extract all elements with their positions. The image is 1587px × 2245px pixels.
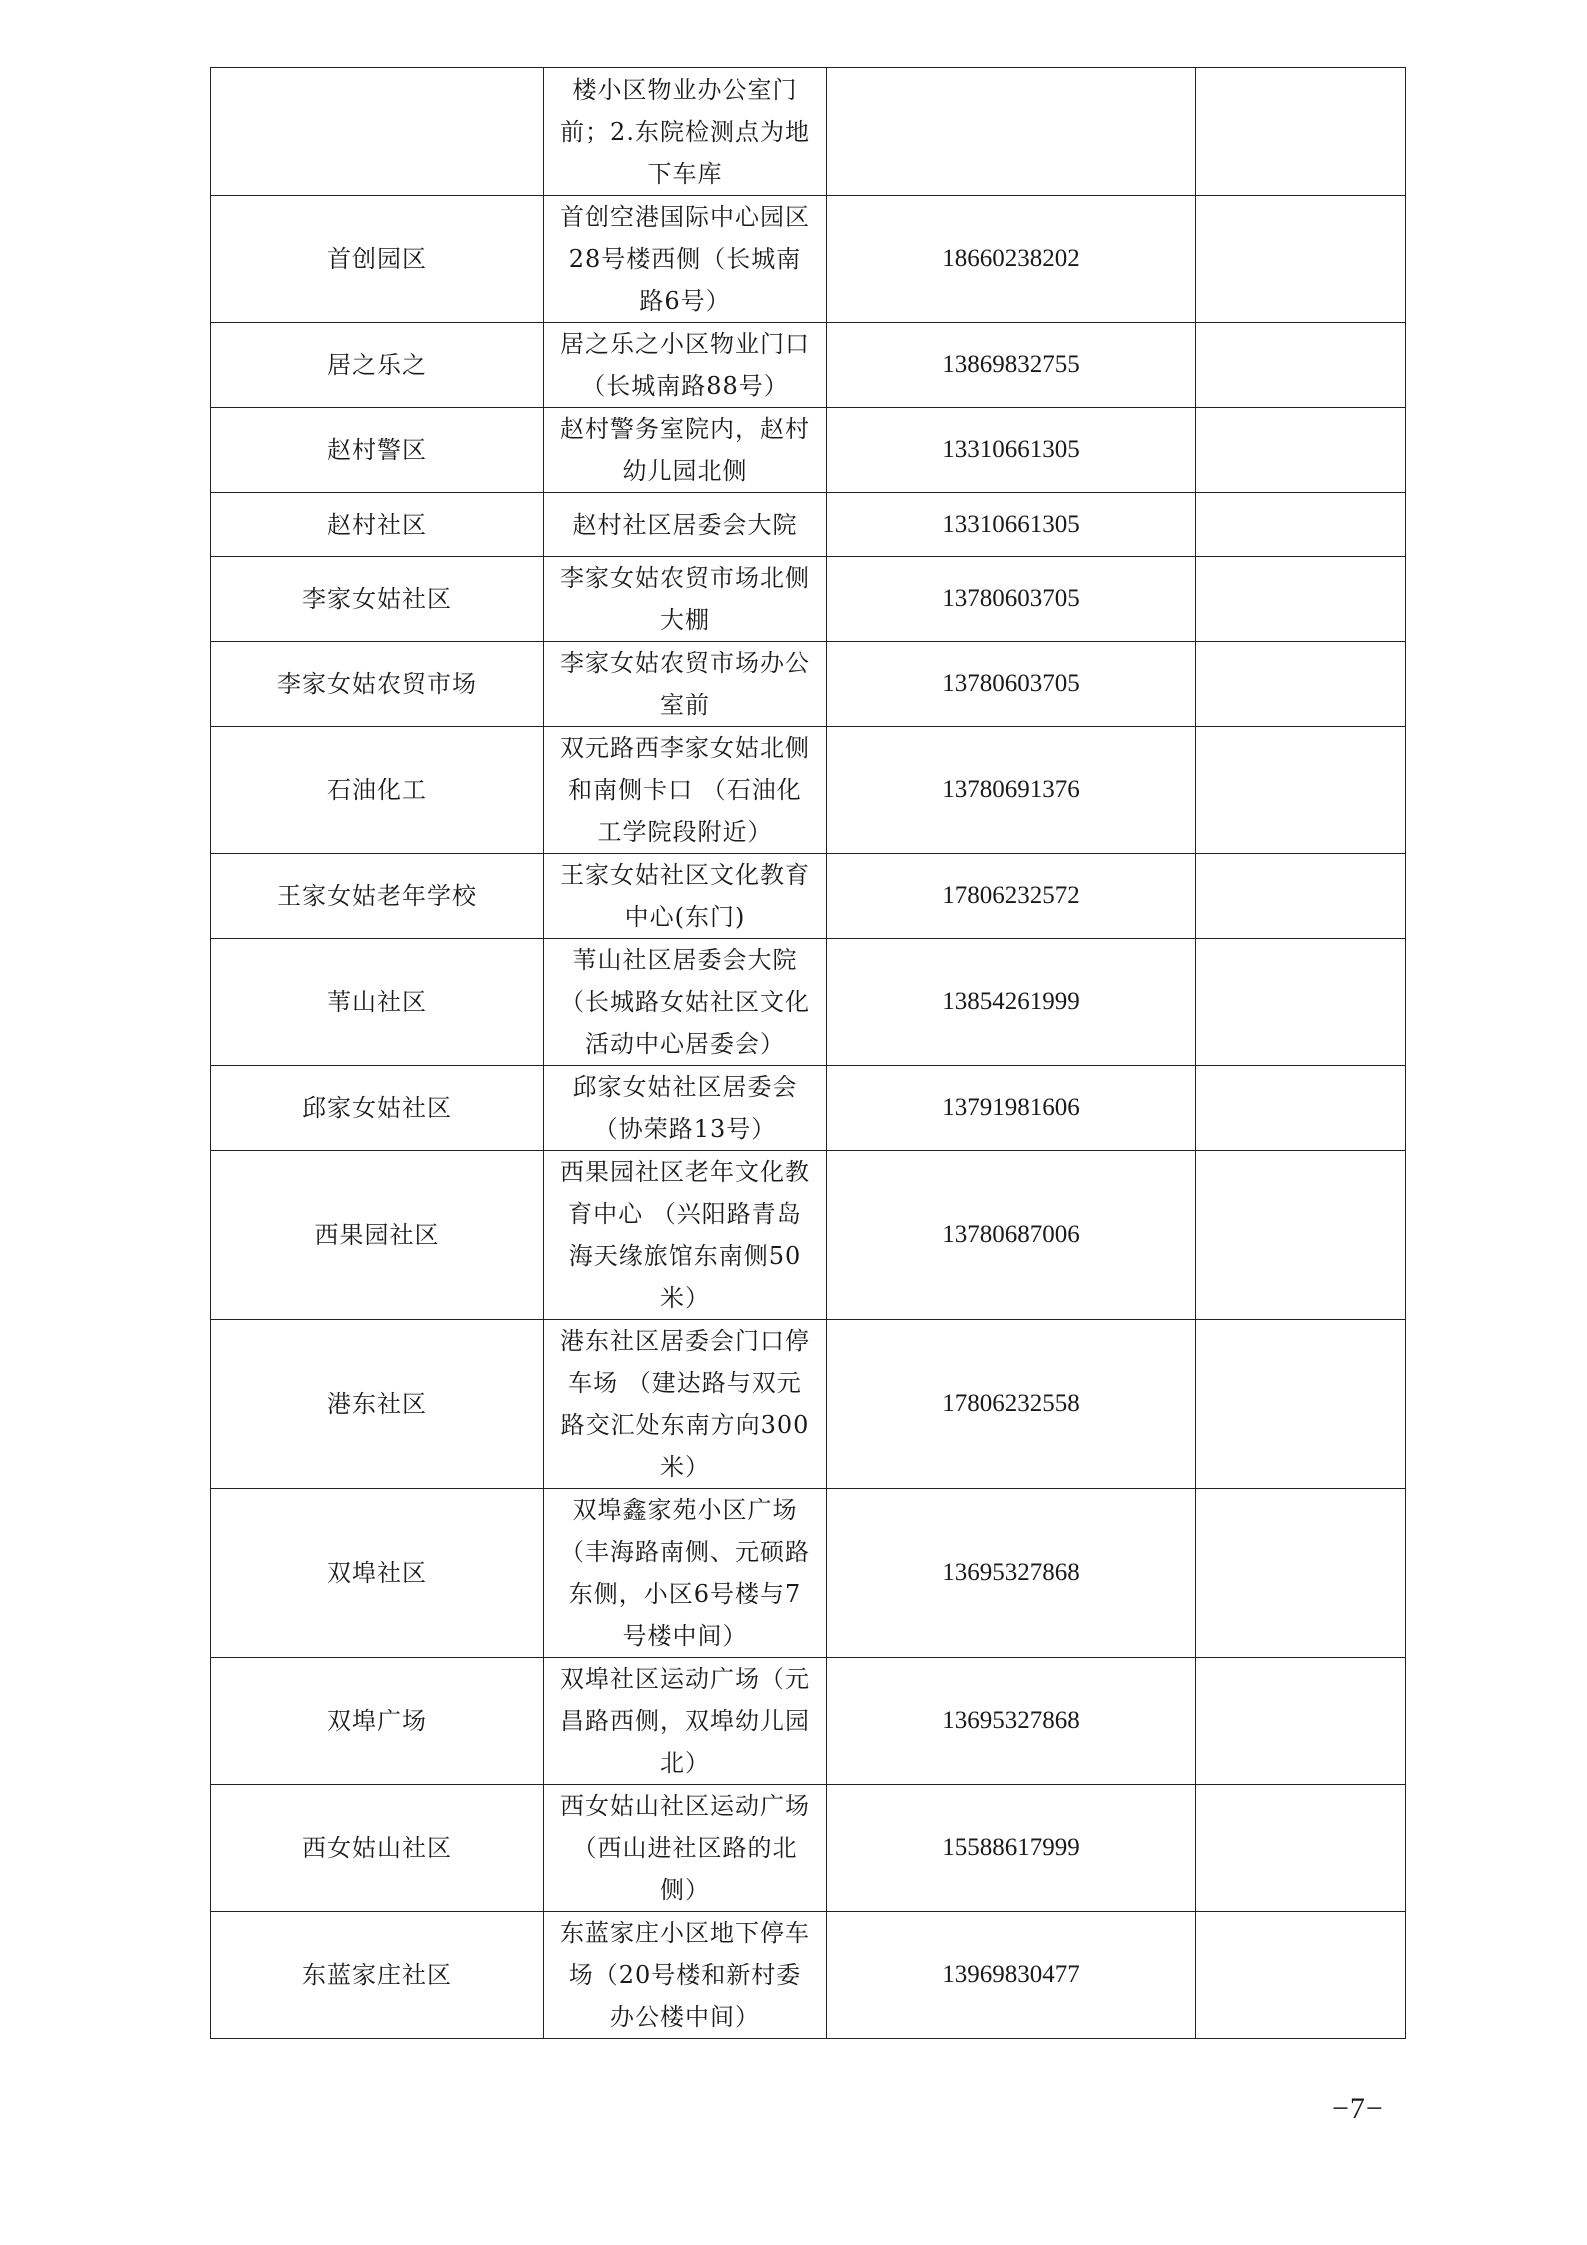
site-name-cell: 李家女姑农贸市场 — [211, 642, 544, 727]
site-name-cell: 赵村警区 — [211, 408, 544, 493]
site-phone-cell: 17806232558 — [827, 1320, 1196, 1489]
site-name-cell — [211, 68, 544, 196]
site-address-cell: 港东社区居委会门口停车场 （建达路与双元路交汇处东南方向300米） — [544, 1320, 827, 1489]
testing-site-table — [210, 67, 1406, 2039]
site-phone-cell: 13780603705 — [827, 642, 1196, 727]
site-note-cell — [1196, 1658, 1406, 1785]
site-note-cell — [1196, 196, 1406, 323]
table-row — [211, 939, 1406, 1066]
site-address-cell: 王家女姑社区文化教育中心(东门) — [544, 854, 827, 939]
site-phone-cell: 13969830477 — [827, 1912, 1196, 2039]
site-phone-cell: 13695327868 — [827, 1489, 1196, 1658]
table-row — [211, 557, 1406, 642]
site-name-cell: 苇山社区 — [211, 939, 544, 1066]
table-row — [211, 1489, 1406, 1658]
site-address-cell: 李家女姑农贸市场北侧大棚 — [544, 557, 827, 642]
site-note-cell — [1196, 854, 1406, 939]
site-address-cell: 首创空港国际中心园区28号楼西侧（长城南路6号） — [544, 196, 827, 323]
site-note-cell — [1196, 1151, 1406, 1320]
site-note-cell — [1196, 727, 1406, 854]
table-row — [211, 1151, 1406, 1320]
page-number: −7− — [1332, 2092, 1384, 2125]
table-row — [211, 196, 1406, 323]
site-name-cell: 邱家女姑社区 — [211, 1066, 544, 1151]
site-address-cell: 赵村警务室院内，赵村幼儿园北侧 — [544, 408, 827, 493]
site-note-cell — [1196, 1912, 1406, 2039]
site-note-cell — [1196, 68, 1406, 196]
table-row — [211, 1066, 1406, 1151]
table-row — [211, 68, 1406, 196]
site-address-cell: 双埠社区运动广场（元昌路西侧，双埠幼儿园北） — [544, 1658, 827, 1785]
site-address-cell: 赵村社区居委会大院 — [544, 493, 827, 557]
site-phone-cell: 13854261999 — [827, 939, 1196, 1066]
table-row — [211, 1912, 1406, 2039]
site-name-cell: 赵村社区 — [211, 493, 544, 557]
site-note-cell — [1196, 557, 1406, 642]
site-name-cell: 王家女姑老年学校 — [211, 854, 544, 939]
site-phone-cell: 13310661305 — [827, 408, 1196, 493]
table-row — [211, 642, 1406, 727]
site-note-cell — [1196, 1066, 1406, 1151]
site-note-cell — [1196, 1320, 1406, 1489]
site-note-cell — [1196, 493, 1406, 557]
site-phone-cell: 13780687006 — [827, 1151, 1196, 1320]
site-name-cell: 双埠社区 — [211, 1489, 544, 1658]
site-address-cell: 楼小区物业办公室门前；2.东院检测点为地下车库 — [544, 68, 827, 196]
site-name-cell: 双埠广场 — [211, 1658, 544, 1785]
site-phone-cell: 13695327868 — [827, 1658, 1196, 1785]
site-phone-cell: 13780603705 — [827, 557, 1196, 642]
site-name-cell: 港东社区 — [211, 1320, 544, 1489]
site-name-cell: 西女姑山社区 — [211, 1785, 544, 1912]
site-address-cell: 李家女姑农贸市场办公室前 — [544, 642, 827, 727]
table-row — [211, 1320, 1406, 1489]
site-phone-cell: 15588617999 — [827, 1785, 1196, 1912]
site-note-cell — [1196, 408, 1406, 493]
site-name-cell: 西果园社区 — [211, 1151, 544, 1320]
site-address-cell: 邱家女姑社区居委会（协荣路13号） — [544, 1066, 827, 1151]
site-address-cell: 双元路西李家女姑北侧和南侧卡口 （石油化工学院段附近） — [544, 727, 827, 854]
site-phone-cell — [827, 68, 1196, 196]
site-phone-cell: 18660238202 — [827, 196, 1196, 323]
site-address-cell: 苇山社区居委会大院（长城路女姑社区文化活动中心居委会） — [544, 939, 827, 1066]
site-note-cell — [1196, 939, 1406, 1066]
site-name-cell: 石油化工 — [211, 727, 544, 854]
site-phone-cell: 13869832755 — [827, 323, 1196, 408]
table-row — [211, 323, 1406, 408]
site-note-cell — [1196, 323, 1406, 408]
table-row — [211, 408, 1406, 493]
site-address-cell: 东蓝家庄小区地下停车场（20号楼和新村委办公楼中间） — [544, 1912, 827, 2039]
site-name-cell: 居之乐之 — [211, 323, 544, 408]
site-address-cell: 双埠鑫家苑小区广场（丰海路南侧、元硕路东侧，小区6号楼与7号楼中间） — [544, 1489, 827, 1658]
site-name-cell: 首创园区 — [211, 196, 544, 323]
site-name-cell: 李家女姑社区 — [211, 557, 544, 642]
table-row — [211, 727, 1406, 854]
site-address-cell: 居之乐之小区物业门口（长城南路88号） — [544, 323, 827, 408]
site-note-cell — [1196, 642, 1406, 727]
table-row — [211, 1785, 1406, 1912]
table-row — [211, 493, 1406, 557]
site-phone-cell: 13310661305 — [827, 493, 1196, 557]
table-body — [211, 68, 1406, 2039]
site-note-cell — [1196, 1489, 1406, 1658]
site-phone-cell: 17806232572 — [827, 854, 1196, 939]
site-name-cell: 东蓝家庄社区 — [211, 1912, 544, 2039]
site-phone-cell: 13791981606 — [827, 1066, 1196, 1151]
site-note-cell — [1196, 1785, 1406, 1912]
site-address-cell: 西女姑山社区运动广场（西山进社区路的北侧） — [544, 1785, 827, 1912]
table-row — [211, 1658, 1406, 1785]
table-row — [211, 854, 1406, 939]
site-address-cell: 西果园社区老年文化教育中心 （兴阳路青岛海天缘旅馆东南侧50米） — [544, 1151, 827, 1320]
site-phone-cell: 13780691376 — [827, 727, 1196, 854]
